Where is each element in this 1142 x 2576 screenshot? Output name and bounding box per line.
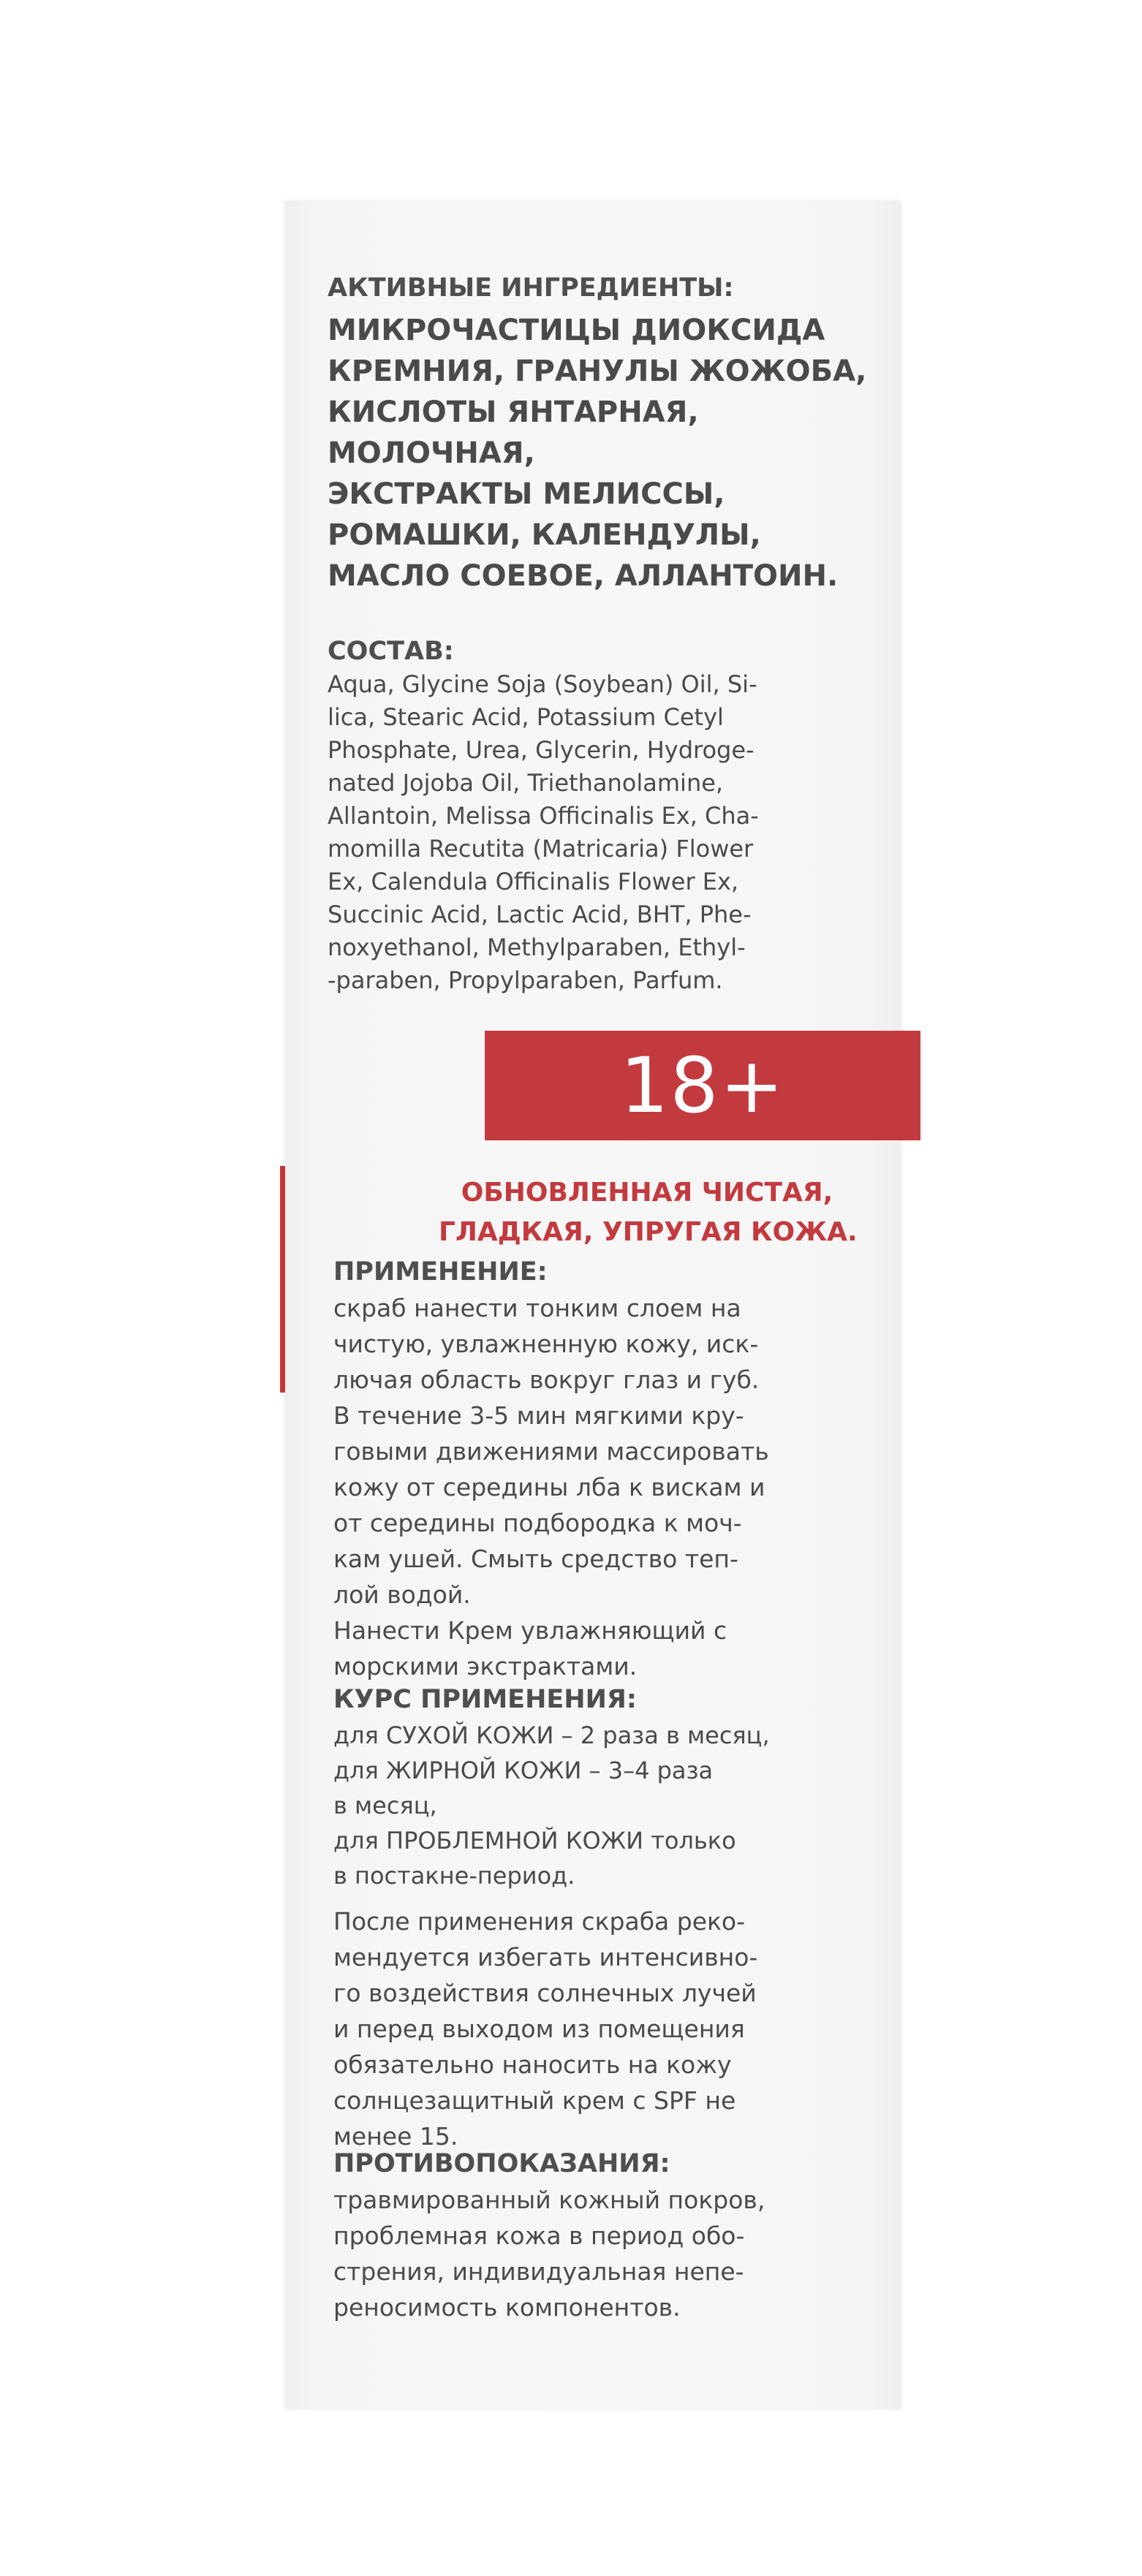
contraindications-line: реносимость компонентов.: [333, 2293, 681, 2322]
advice-line: мендуется избегать интенсивно-: [333, 1943, 758, 1971]
contraindications-heading: ПРОТИВОПОКАЗАНИЯ:: [333, 2149, 670, 2178]
composition-line: Succinic Acid, Lactic Acid, BHT, Phe-: [328, 901, 752, 928]
advice-line: го воздействия солнечных лучей: [333, 1979, 757, 2007]
advice-text: [333, 1903, 871, 2154]
composition-line: lica, Stearic Acid, Potassium Cetyl: [328, 703, 724, 731]
course-line: для СУХОЙ КОЖИ – 2 раза в месяц,: [333, 1721, 770, 1749]
advice-line: солнцезащитный крем с SPF не: [333, 2086, 736, 2115]
course-line: в постакне-период.: [333, 1862, 575, 1890]
advice-line: менее 15.: [333, 2122, 458, 2151]
course-line: для ПРОБЛЕМНОЙ КОЖИ только: [333, 1827, 736, 1855]
course-heading: КУРС ПРИМЕНЕНИЯ:: [333, 1685, 637, 1714]
contraindications-line: травмированный кожный покров,: [333, 2186, 765, 2214]
usage-text: [333, 1290, 871, 1684]
usage-line: морскими экстрактами.: [333, 1652, 638, 1681]
usage-section: [333, 1254, 871, 1684]
composition-line: nated Jojoba Oil, Triethanolamine,: [328, 769, 724, 797]
active-ingredient-line: МИКРОЧАСТИЦЫ ДИОКСИДА: [328, 314, 825, 347]
active-ingredient-line: РОМАШКИ, КАЛЕНДУЛЫ,: [328, 518, 761, 552]
composition-line: Allantoin, Melissa Officinalis Ex, Cha-: [328, 802, 759, 830]
active-ingredient-line: КРЕМНИЯ, ГРАНУЛЫ ЖОЖОБА,: [328, 355, 867, 388]
result-claim-line: ОБНОВЛЕННАЯ ЧИСТАЯ,: [461, 1178, 833, 1208]
composition-line: -paraben, Propylparaben, Parfum.: [328, 966, 723, 994]
usage-line: скраб нанести тонким слоем на: [333, 1294, 741, 1322]
contraindications-text: [333, 2182, 871, 2325]
contraindications-line: стрения, индивидуальная непе-: [333, 2257, 744, 2286]
usage-line: кожу от середины лба к вискам и: [333, 1473, 765, 1501]
usage-line: чистую, увлажненную кожу, иск-: [333, 1330, 759, 1358]
age-rating-text: 18+: [620, 1041, 785, 1130]
usage-line: лючая область вокруг глаз и губ.: [333, 1365, 760, 1394]
usage-line: от середины подбородка к моч-: [333, 1509, 742, 1537]
active-ingredients-heading: АКТИВНЫЕ ИНГРЕДИЕНТЫ:: [328, 273, 734, 303]
result-claim: [439, 1173, 858, 1252]
composition-line: momilla Recutita (Matricaria) Flower: [328, 835, 754, 863]
result-claim-line: ГЛАДКАЯ, УПРУГАЯ КОЖА.: [439, 1217, 858, 1247]
composition-line: Ex, Calendula Officinalis Flower Ex,: [328, 868, 739, 895]
active-ingredient-line: МАСЛО СОЕВОЕ, АЛЛАНТОИН.: [328, 559, 839, 593]
product-box-panel: [285, 201, 901, 2409]
usage-line: кам ушей. Смыть средство теп-: [333, 1545, 738, 1573]
advice-line: и перед выходом из помещения: [333, 2015, 745, 2043]
composition-heading: СОСТАВ:: [328, 637, 454, 666]
composition-list: [328, 668, 871, 997]
composition-line: Phosphate, Urea, Glycerin, Hydroge-: [328, 736, 755, 764]
ingredients-block: [328, 270, 871, 997]
active-ingredients-list: [328, 310, 871, 596]
composition-line: noxyethanol, Methylparaben, Ethyl-: [328, 933, 746, 961]
age-rating-badge: [485, 1031, 920, 1140]
advice-line: После применения скраба реко-: [333, 1907, 746, 1936]
contraindications-line: проблемная кожа в период обо-: [333, 2221, 745, 2250]
course-section: [333, 1681, 871, 2154]
advice-line: обязательно наносить на кожу: [333, 2050, 732, 2079]
course-text: [333, 1718, 871, 1893]
usage-line: В течение 3-5 мин мягкими кру-: [333, 1401, 744, 1430]
usage-line: говыми движениями массировать: [333, 1437, 769, 1466]
course-line: для ЖИРНОЙ КОЖИ – 3–4 раза: [333, 1757, 714, 1784]
active-ingredient-line: ЭКСТРАКТЫ МЕЛИССЫ,: [328, 477, 725, 511]
usage-line: лой водой.: [333, 1580, 471, 1609]
usage-line: Нанести Крем увлажняющий с: [333, 1616, 727, 1645]
active-ingredient-line: МОЛОЧНАЯ,: [328, 436, 535, 470]
contraindications-section: [333, 2145, 871, 2325]
composition-line: Aqua, Glycine Soja (Soybean) Oil, Si-: [328, 670, 757, 698]
active-ingredient-line: КИСЛОТЫ ЯНТАРНАЯ,: [328, 395, 699, 429]
usage-heading: ПРИМЕНЕНИЕ:: [333, 1257, 548, 1287]
course-line: в месяц,: [333, 1792, 437, 1819]
